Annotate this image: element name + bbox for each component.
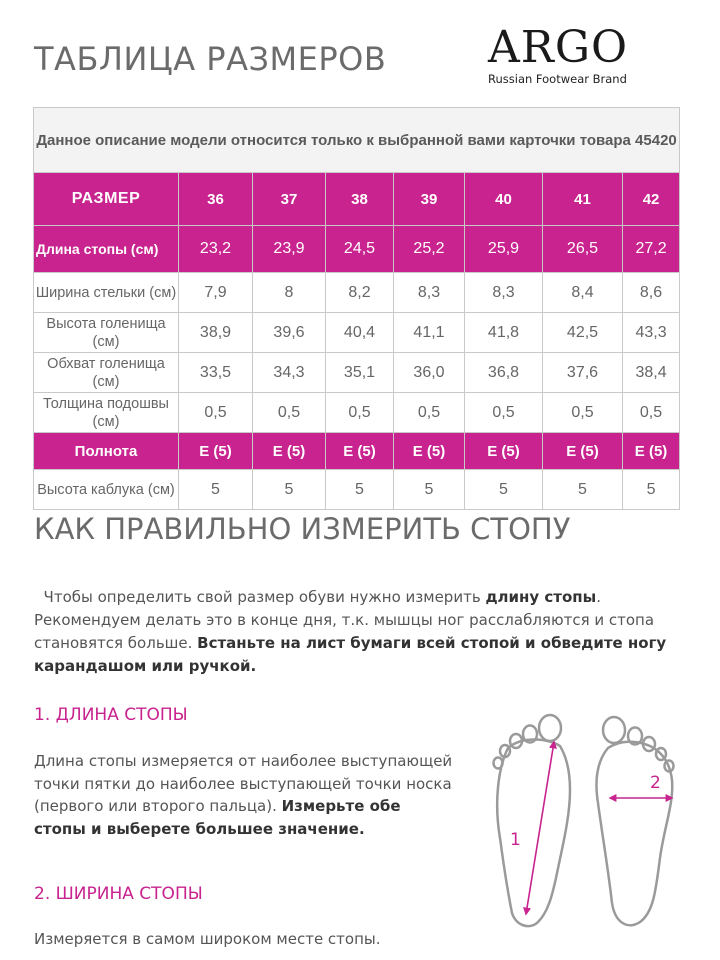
left-foot-outline xyxy=(494,715,571,926)
table-cell: 34,3 xyxy=(253,353,326,393)
section1-bold: Измерьте обе стопы и выберете большее значение. xyxy=(34,797,401,838)
table-cell: 5 xyxy=(465,470,543,510)
row-label: Высота голенища (см) xyxy=(34,313,179,353)
table-cell: 40,4 xyxy=(326,313,394,353)
table-cell: 38,9 xyxy=(179,313,253,353)
table-cell: 0,5 xyxy=(253,393,326,433)
table-cell: 27,2 xyxy=(623,226,680,273)
row-label: Высота каблука (см) xyxy=(34,470,179,510)
table-cell: 43,3 xyxy=(623,313,680,353)
feet-illustration xyxy=(478,708,688,938)
table-cell: 25,2 xyxy=(394,226,465,273)
table-cell: 5 xyxy=(623,470,680,510)
width-marker: 2 xyxy=(650,773,661,793)
intro-paragraph xyxy=(34,586,674,678)
table-cell: 8,3 xyxy=(394,273,465,313)
size-header-cell: 39 xyxy=(394,173,465,226)
size-header-cell: 36 xyxy=(179,173,253,226)
table-cell: 36,0 xyxy=(394,353,465,393)
size-table xyxy=(33,107,680,510)
row-label: Толщина подошвы (см) xyxy=(34,393,179,433)
size-header-label: РАЗМЕР xyxy=(34,173,179,226)
table-cell: 24,5 xyxy=(326,226,394,273)
table-cell: 0,5 xyxy=(623,393,680,433)
table-row xyxy=(34,226,680,273)
size-header-cell: 37 xyxy=(253,173,326,226)
section1-text: Длина стопы измеряется от наиболее выступающей точки пятки до наиболее выступающей точки носка (первого или второго пальца). xyxy=(34,752,453,815)
table-cell: 23,2 xyxy=(179,226,253,273)
table-cell: 8,2 xyxy=(326,273,394,313)
table-cell: 0,5 xyxy=(465,393,543,433)
table-cell: 33,5 xyxy=(179,353,253,393)
section1-paragraph xyxy=(34,750,454,840)
row-label: Длина стопы (см) xyxy=(34,226,179,273)
section1-title: 1. ДЛИНА СТОПЫ xyxy=(34,705,188,725)
size-header-cell: 38 xyxy=(326,173,394,226)
length-arrow xyxy=(526,742,554,914)
table-row xyxy=(34,313,680,353)
table-cell: 41,1 xyxy=(394,313,465,353)
table-note: Данное описание модели относится только к выбранной вами карточки товара 45420 xyxy=(34,108,680,173)
section2-title: 2. ШИРИНА СТОПЫ xyxy=(34,884,203,904)
table-cell: E (5) xyxy=(394,433,465,470)
table-cell: 35,1 xyxy=(326,353,394,393)
table-note-row xyxy=(34,108,680,173)
table-cell: 23,9 xyxy=(253,226,326,273)
table-cell: 25,9 xyxy=(465,226,543,273)
table-row xyxy=(34,353,680,393)
table-cell: 0,5 xyxy=(394,393,465,433)
intro-bold: длину стопы xyxy=(485,588,597,606)
row-label: Обхват голенища (см) xyxy=(34,353,179,393)
intro-bold: Встаньте на лист бумаги всей стопой и обведите ногу карандашом или ручкой. xyxy=(34,634,667,675)
size-header-cell: 42 xyxy=(623,173,680,226)
table-cell: 8 xyxy=(253,273,326,313)
table-cell: 8,4 xyxy=(543,273,623,313)
table-cell: 0,5 xyxy=(543,393,623,433)
table-cell: E (5) xyxy=(623,433,680,470)
table-cell: 36,8 xyxy=(465,353,543,393)
row-label: Ширина стельки (см) xyxy=(34,273,179,313)
size-header-cell: 41 xyxy=(543,173,623,226)
table-cell: 26,5 xyxy=(543,226,623,273)
size-header-row xyxy=(34,173,680,226)
page-title: ТАБЛИЦА РАЗМЕРОВ xyxy=(34,40,387,78)
table-cell: E (5) xyxy=(179,433,253,470)
table-cell: 39,6 xyxy=(253,313,326,353)
table-cell: 5 xyxy=(179,470,253,510)
table-cell: 38,4 xyxy=(623,353,680,393)
table-cell: 37,6 xyxy=(543,353,623,393)
length-marker: 1 xyxy=(510,830,521,850)
logo-subtitle: Russian Footwear Brand xyxy=(488,72,627,86)
table-cell: E (5) xyxy=(543,433,623,470)
row-label: Полнота xyxy=(34,433,179,470)
table-cell: E (5) xyxy=(253,433,326,470)
table-cell: 8,6 xyxy=(623,273,680,313)
table-cell: 7,9 xyxy=(179,273,253,313)
section-heading: КАК ПРАВИЛЬНО ИЗМЕРИТЬ СТОПУ xyxy=(34,512,571,546)
table-cell: E (5) xyxy=(465,433,543,470)
table-row xyxy=(34,273,680,313)
table-cell: 5 xyxy=(326,470,394,510)
table-cell: 42,5 xyxy=(543,313,623,353)
size-header-cell: 40 xyxy=(465,173,543,226)
table-cell: 5 xyxy=(394,470,465,510)
table-row xyxy=(34,433,680,470)
intro-text: Чтобы определить свой размер обуви нужно измерить xyxy=(43,588,486,606)
table-cell: 5 xyxy=(253,470,326,510)
table-row xyxy=(34,393,680,433)
logo-brand: ARGO xyxy=(488,22,629,73)
table-cell: 5 xyxy=(543,470,623,510)
table-cell: 41,8 xyxy=(465,313,543,353)
section2-paragraph: Измеряется в самом широком месте стопы. xyxy=(34,930,381,948)
table-cell: 0,5 xyxy=(179,393,253,433)
table-cell: E (5) xyxy=(326,433,394,470)
table-row xyxy=(34,470,680,510)
intro-text: . Рекомендуем делать это в конце дня, т.к. мышцы ног расслабляются и стопа становятся больше. xyxy=(34,588,655,652)
right-foot-outline xyxy=(596,717,673,925)
brand-logo xyxy=(488,22,658,86)
table-cell: 8,3 xyxy=(465,273,543,313)
table-cell: 0,5 xyxy=(326,393,394,433)
